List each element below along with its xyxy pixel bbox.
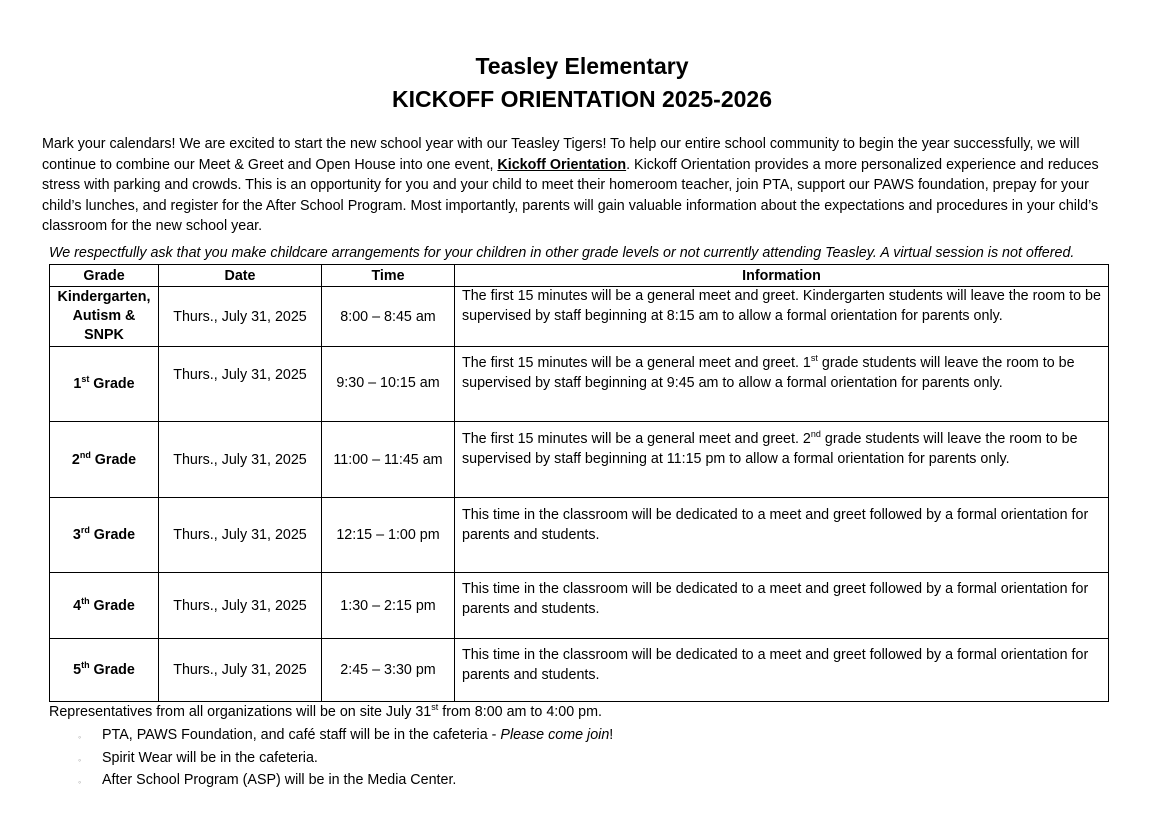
schedule-table <box>49 264 1109 702</box>
childcare-note: We respectfully ask that you make childcare arrangements for your children in other grade levels or not currently attending Teasley. A virtual session is not offered. <box>49 245 1075 261</box>
date-cell: Thurs., July 31, 2025 <box>159 287 322 347</box>
list-item: ◦ PTA, PAWS Foundation, and café staff will be in the cafeteria - Please come join! <box>78 725 613 748</box>
grade-cell: 2nd Grade <box>50 422 159 498</box>
table-row <box>50 498 1109 573</box>
table-row <box>50 287 1109 347</box>
list-item: ◦ Spirit Wear will be in the cafeteria. <box>78 748 613 771</box>
bullet-icon: ◦ <box>78 754 82 765</box>
header-time: Time <box>322 265 455 287</box>
bullet-icon: ◦ <box>78 732 82 742</box>
event-title: KICKOFF ORIENTATION 2025-2026 <box>391 86 772 112</box>
grade-cell: 3rd Grade <box>50 498 159 573</box>
time-cell: 1:30 – 2:15 pm <box>322 573 455 639</box>
table-header-row <box>50 265 1109 287</box>
table-row <box>50 573 1109 639</box>
date-cell: Thurs., July 31, 2025 <box>159 639 322 702</box>
intro-text-2: . Kickoff Orientation provides a more personalized experience and reduces stress with parking and crowds. This is an opportunity for you and your child to meet their homeroom teacher, join PTA, support our PAWS foundation, prepay for your child’s lunches, and register for the After School Program. Most importantly, parents will gain valuable information about the expectations and procedures in your child’s classroom for the new school year. <box>42 156 1099 234</box>
header-grade: Grade <box>50 265 159 287</box>
date-cell: Thurs., July 31, 2025 <box>159 422 322 498</box>
info-cell: The first 15 minutes will be a general meet and greet. Kindergarten students will leave the room to be supervised by staff beginning at 8:15 am to allow a formal orientation for parents only. <box>455 287 1109 347</box>
representatives-note: Representatives from all organizations will be on site July 31st from 8:00 am to 4:00 pm. <box>49 702 602 720</box>
school-name: Teasley Elementary <box>475 53 689 79</box>
location-list <box>78 725 613 793</box>
kickoff-orientation-emphasis: Kickoff Orientation <box>497 156 627 173</box>
grade-cell: 1st Grade <box>50 347 159 422</box>
intro-text-1: Mark your calendars! We are excited to start the new school year with our Teasley Tigers! To help our entire school community to begin the year successfully, we will continue to combine our Meet & Greet and Open House into one event, <box>42 136 1080 173</box>
list-item: ◦ After School Program (ASP) will be in the Media Center. <box>78 770 613 793</box>
info-cell: The first 15 minutes will be a general meet and greet. 2nd grade students will leave the room to be supervised by staff beginning at 11:15 pm to allow a formal orientation for parents only. <box>455 422 1109 498</box>
table-row <box>50 347 1109 422</box>
date-cell: Thurs., July 31, 2025 <box>159 347 322 422</box>
info-cell: This time in the classroom will be dedicated to a meet and greet followed by a formal orientation for parents and students. <box>455 573 1109 639</box>
table-row <box>50 422 1109 498</box>
grade-cell: Kindergarten, Autism & SNPK <box>50 287 159 347</box>
time-cell: 11:00 – 11:45 am <box>322 422 455 498</box>
info-cell: This time in the classroom will be dedicated to a meet and greet followed by a formal orientation for parents and students. <box>455 639 1109 702</box>
table-row <box>50 639 1109 702</box>
bullet-icon: ◦ <box>78 777 82 787</box>
info-cell: The first 15 minutes will be a general meet and greet. 1st grade students will leave the room to be supervised by staff beginning at 9:45 am to allow a formal orientation for parents only. <box>455 347 1109 422</box>
intro-paragraph <box>42 134 1122 237</box>
grade-cell: 5th Grade <box>50 639 159 702</box>
header-date: Date <box>159 265 322 287</box>
date-cell: Thurs., July 31, 2025 <box>159 573 322 639</box>
time-cell: 9:30 – 10:15 am <box>322 347 455 422</box>
date-cell: Thurs., July 31, 2025 <box>159 498 322 573</box>
time-cell: 8:00 – 8:45 am <box>322 287 455 347</box>
header-information: Information <box>455 265 1109 287</box>
grade-cell: 4th Grade <box>50 573 159 639</box>
info-cell: This time in the classroom will be dedicated to a meet and greet followed by a formal orientation for parents and students. <box>455 498 1109 573</box>
time-cell: 2:45 – 3:30 pm <box>322 639 455 702</box>
time-cell: 12:15 – 1:00 pm <box>322 498 455 573</box>
